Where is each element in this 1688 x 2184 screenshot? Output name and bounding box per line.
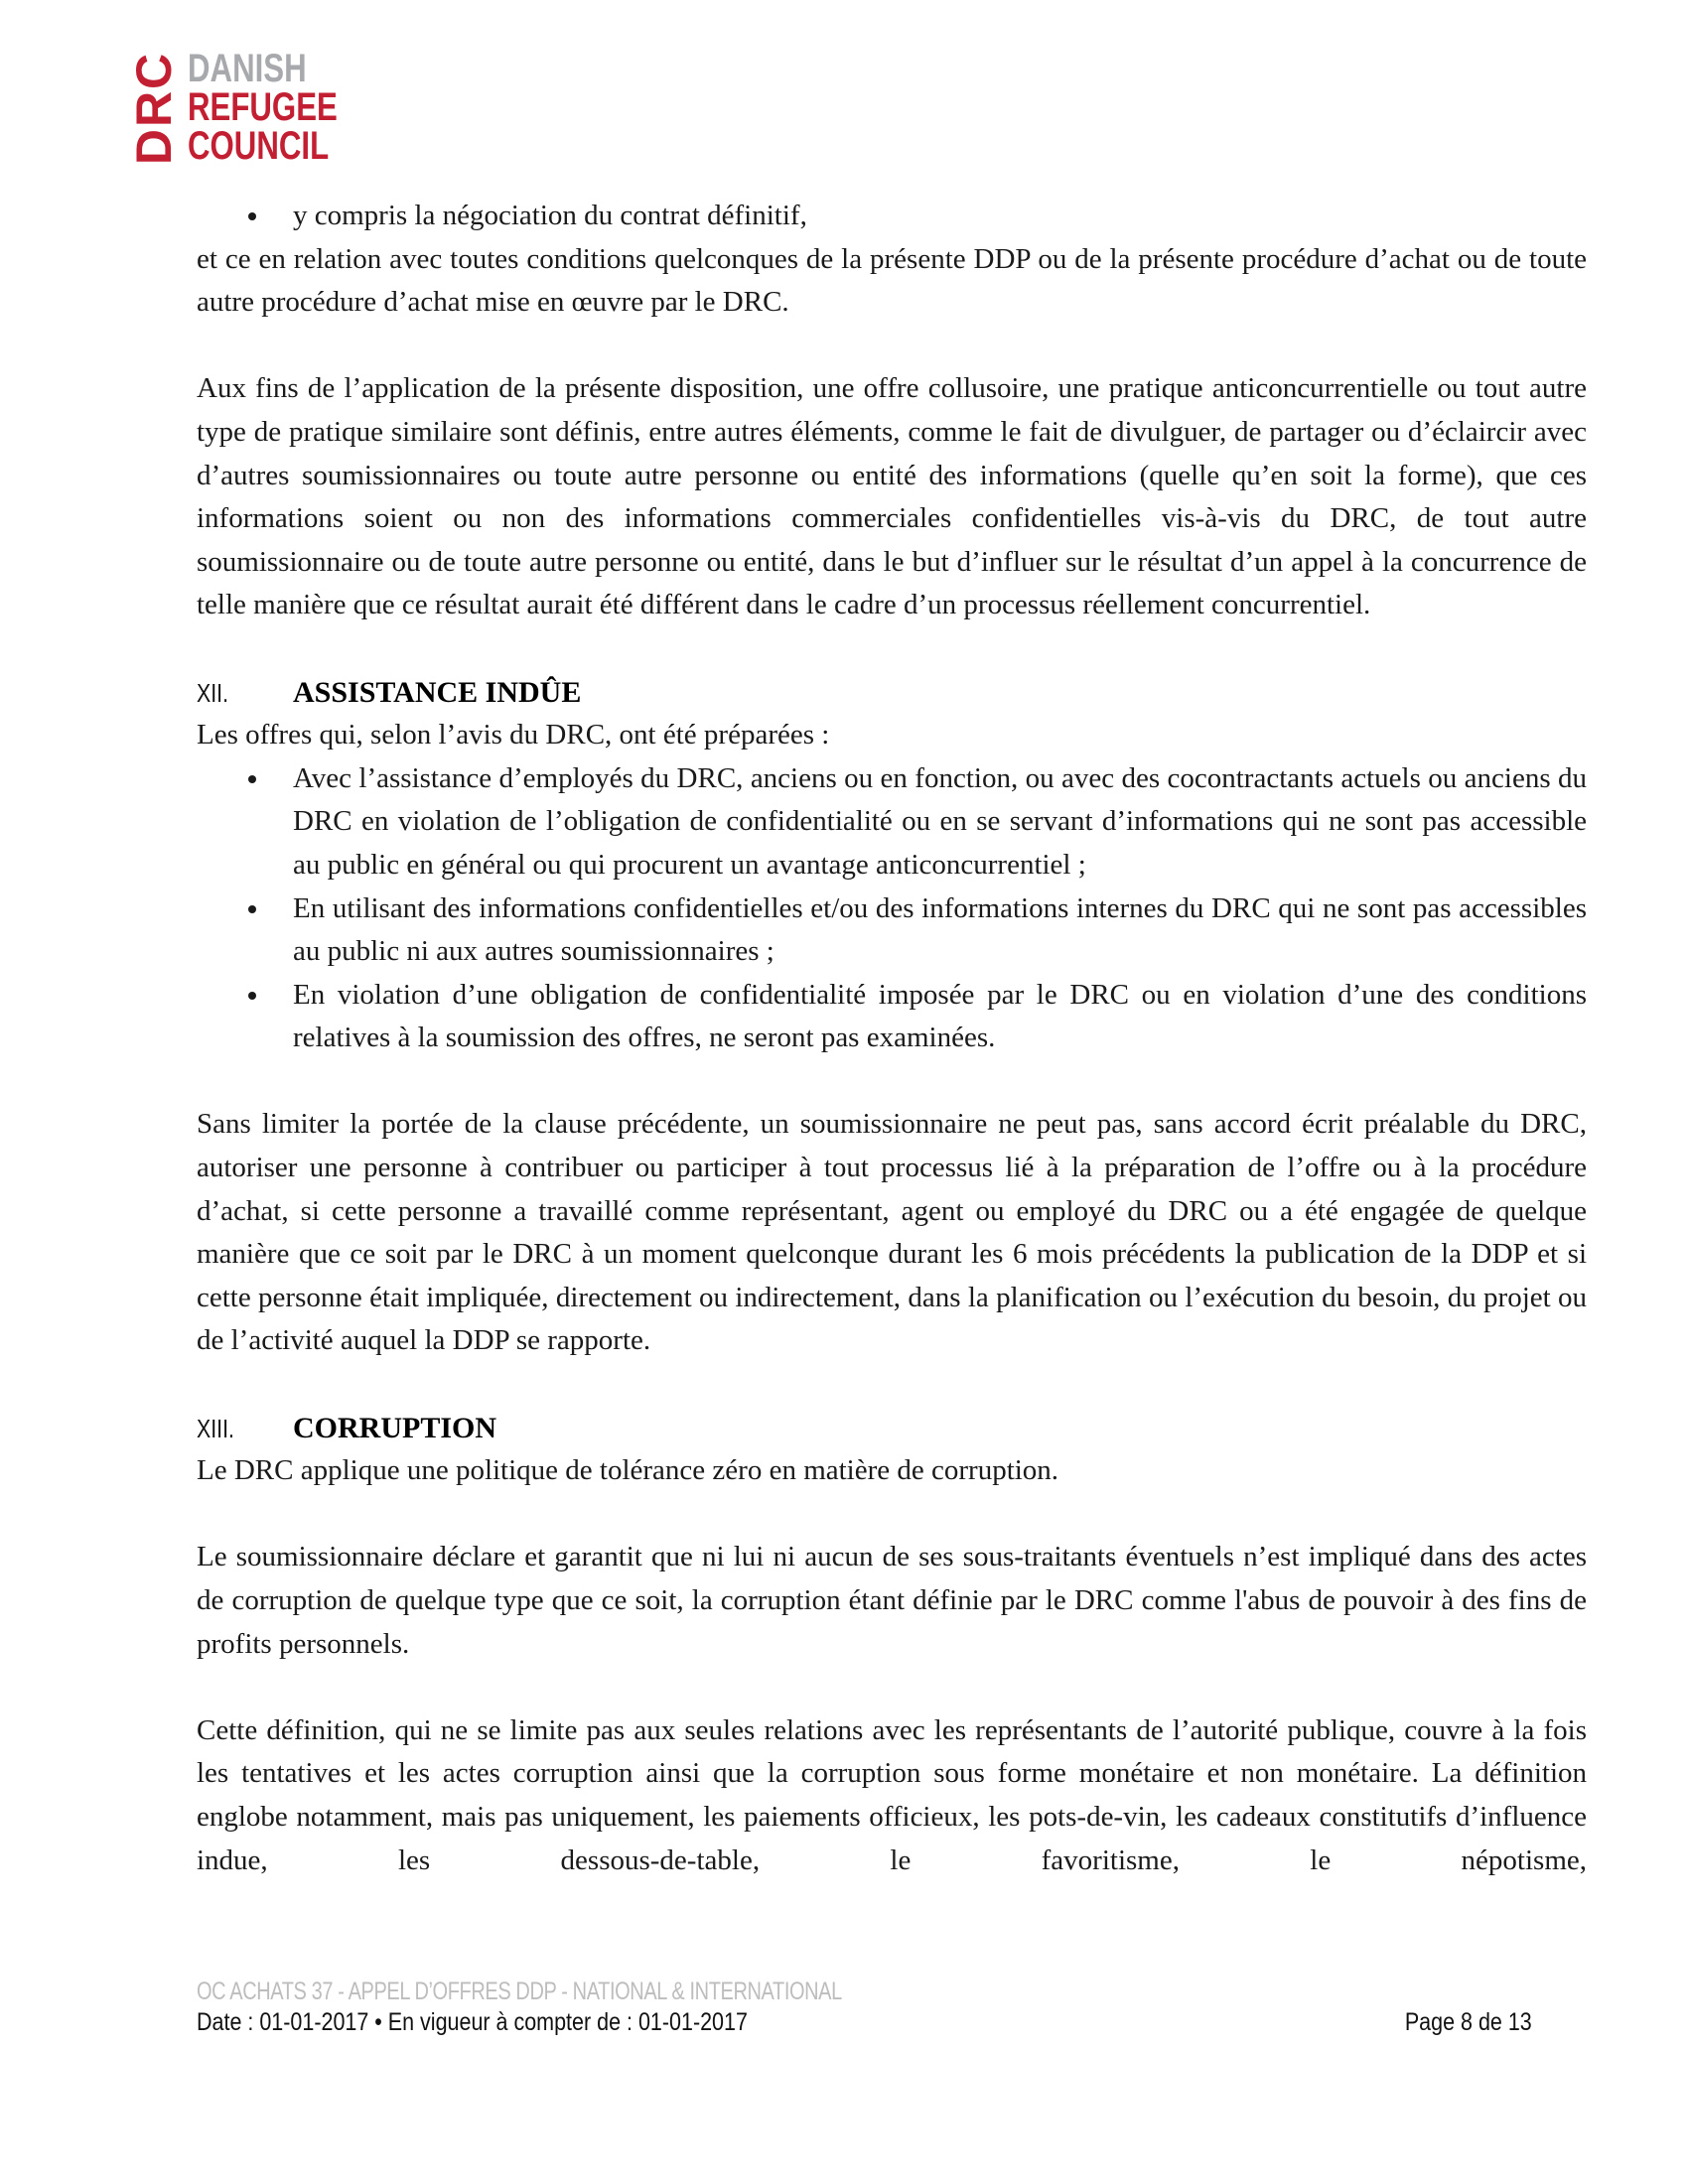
- logo-word-council: COUNCIL: [188, 124, 330, 168]
- intro-bullet-list: [197, 195, 1587, 238]
- section-heading-xii: [197, 671, 1587, 715]
- paragraph: Le soumissionnaire déclare et garantit que ni lui ni aucun de ses sous-traitants éventuels n’est impliqué dans des actes de corruption de quelque type que ce soit, la corruption étant définie par le DRC comme l'abus de pouvoir à des fins de profits personnels.: [197, 1541, 1587, 1660]
- list-item-text: Avec l’assistance d’employés du DRC, anciens ou en fonction, ou avec des cocontractants actuels ou anciens du DRC en violation de l’obligation de confidentialité ou en se servant d’informations qui ne sont pas accessible au public en général ou qui procurent un avantage anticoncurrentiel ;: [293, 761, 1587, 881]
- section-number: XII.: [197, 677, 228, 708]
- paragraph: Cette définition, qui ne se limite pas aux seules relations avec les représentants de l’autorité publique, couvre à la fois les tentatives et les actes corruption ainsi que la corruption sous forme monétaire et non monétaire. La définition englobe notamment, mais pas uniquement, les paiements officieux, les pots-de-vin, les cadeaux constitutifs d’influence indue, les dessous-de-table, le favoritisme, le népotisme,: [197, 1713, 1587, 1876]
- list-item: [197, 757, 1587, 887]
- paragraph: Sans limiter la portée de la clause précédente, un soumissionnaire ne peut pas, sans accord écrit préalable du DRC, autoriser une personne à contribuer ou participer à tout processus lié à la préparation de l’offre ou à la procédure d’achat, si cette personne a travaillé comme représentant, agent ou employé du DRC ou a été engagée de quelque manière que ce soit par le DRC à un moment quelconque durant les 6 mois précédents la publication de la DDP et si cette personne était impliquée, directement ou indirectement, dans la planification ou l’exécution du besoin, du projet ou de l’activité auquel la DDP se rapporte.: [197, 1108, 1587, 1357]
- list-item: [197, 974, 1587, 1060]
- list-item-text: En utilisant des informations confidentielles et/ou des informations internes du DRC qui ne sont pas accessibles au public ni aux autres soumissionnaires ;: [293, 891, 1587, 968]
- bullet-icon: [248, 775, 256, 783]
- page-number: Page 8 de 13: [1405, 2008, 1532, 2036]
- list-item-text: En violation d’une obligation de confidentialité imposée par le DRC ou en violation d’une des conditions relatives à la soumission des offres, ne seront pas examinées.: [293, 978, 1587, 1054]
- bullet-icon: [248, 212, 256, 220]
- section-xii-bullet-list: [197, 757, 1587, 1060]
- paragraph: Aux fins de l’application de la présente disposition, une offre collusoire, une pratique anticoncurrentielle ou tout autre type de pratique similaire sont définis, entre autres éléments, comme le fait de divulguer, de partager ou d’éclaircir avec d’autres soumissionnaires ou toute autre personne ou entité des informations (quelle qu’en soit la forme), que ces informations soient ou non des informations commerciales confidentielles vis-à-vis du DRC, de tout autre soumissionnaire ou de toute autre personne ou entité, dans le but d’influer sur le résultat d’un appel à la concurrence de telle manière que ce résultat aurait été différent dans le cadre d’un processus réellement concurrentiel.: [197, 372, 1587, 621]
- logo-word-refugee: REFUGEE: [188, 85, 338, 129]
- drc-logo: [126, 47, 338, 168]
- drc-vertical-mark: [126, 51, 182, 166]
- section-lead: Les offres qui, selon l’avis du DRC, ont été préparées :: [197, 719, 830, 751]
- footer-reference: OC ACHATS 37 - APPEL D’OFFRES DDP - NATIONAL & INTERNATIONAL: [197, 1978, 842, 2005]
- bullet-icon: [248, 905, 256, 913]
- drc-mark-text: DRC: [126, 51, 182, 166]
- section-title: ASSISTANCE INDÛE: [293, 675, 582, 709]
- list-item: [197, 195, 1587, 238]
- section-lead: Le DRC applique une politique de tolérance zéro en matière de corruption.: [197, 1454, 1059, 1487]
- paragraph: et ce en relation avec toutes conditions quelconques de la présente DDP ou de la présente procédure d’achat ou de toute autre procédure d’achat mise en œuvre par le DRC.: [197, 242, 1587, 319]
- logo-wordmark: [188, 47, 379, 168]
- bullet-icon: [248, 992, 256, 1000]
- section-number: XIII.: [197, 1413, 234, 1443]
- list-item: [197, 887, 1587, 974]
- list-item-text: y compris la négociation du contrat définitif,: [293, 200, 807, 231]
- section-title: CORRUPTION: [293, 1411, 497, 1444]
- document-body: [197, 195, 1587, 1882]
- section-heading-xiii: [197, 1407, 1587, 1450]
- logo-word-danish: DANISH: [188, 47, 307, 90]
- footer-date-line: Date : 01-01-2017 • En vigueur à compter de : 01-01-2017: [197, 2008, 748, 2036]
